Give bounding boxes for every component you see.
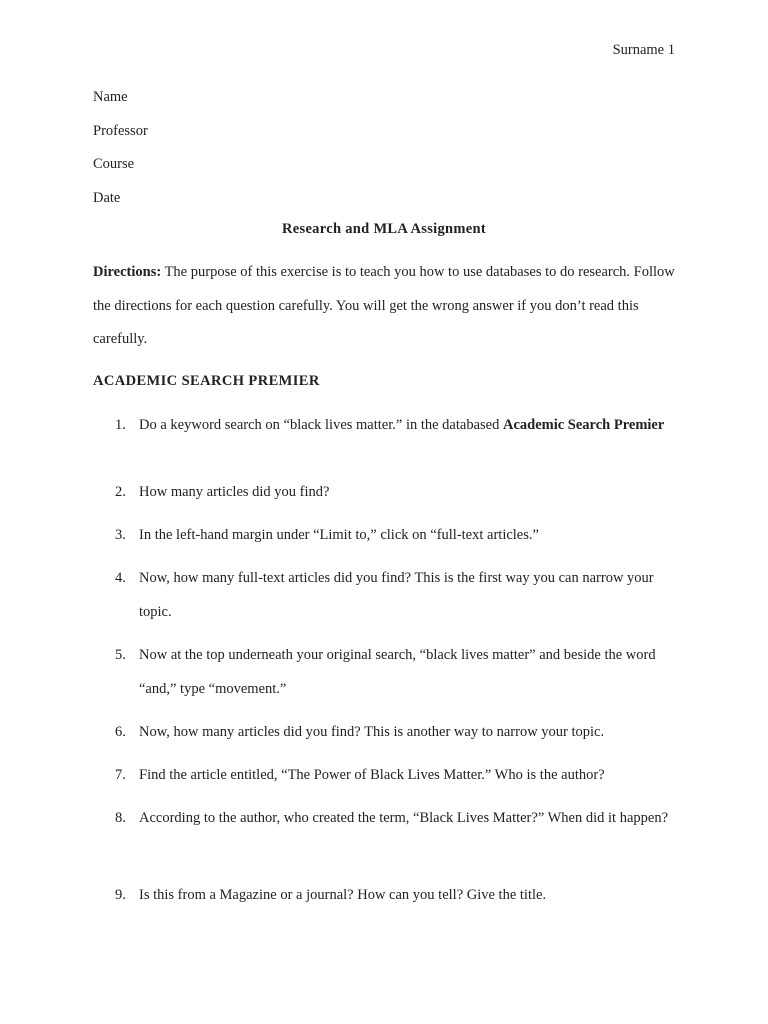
question-number: 8. bbox=[115, 810, 126, 826]
question-number: 5. bbox=[115, 647, 126, 663]
heading-professor: Professor bbox=[93, 122, 148, 139]
question-text: Do a keyword search on “black lives matter.” in the databased Academic Search Premier bbox=[139, 417, 665, 433]
section-heading: ACADEMIC SEARCH PREMIER bbox=[93, 373, 320, 389]
heading-course: Course bbox=[93, 156, 135, 172]
question-text: In the left-hand margin under “Limit to,” click on “full-text articles.” bbox=[139, 527, 539, 543]
database-name: Academic Search Premier bbox=[502, 417, 665, 433]
question-number: 9. bbox=[115, 887, 126, 903]
question-text: Find the article entitled, “The Power of Black Lives Matter.” Who is the author? bbox=[139, 767, 605, 783]
question-number: 3. bbox=[115, 527, 126, 543]
question-number: 7. bbox=[115, 767, 126, 783]
question-text: Now, how many full-text articles did you find? This is the first way you can narrow your topic. bbox=[139, 570, 654, 620]
question-number: 1. bbox=[115, 417, 126, 433]
question-number: 2. bbox=[115, 484, 126, 500]
mla-heading bbox=[93, 87, 148, 221]
question-number: 6. bbox=[115, 724, 126, 740]
heading-name: Name bbox=[93, 89, 128, 105]
question-text: How many articles did you find? bbox=[139, 484, 330, 500]
question-text: Now, how many articles did you find? This is another way to narrow your topic. bbox=[139, 724, 605, 740]
directions-paragraph bbox=[93, 256, 683, 357]
directions-label: Directions: bbox=[93, 264, 162, 280]
question-number: 4. bbox=[115, 570, 126, 586]
running-head: Surname 1 bbox=[612, 42, 675, 58]
directions-text: The purpose of this exercise is to teach you how to use databases to do research. Follow the directions for each question carefully. You will get the wrong answer if you don’t read this carefully. bbox=[93, 264, 675, 347]
question-text: According to the author, who created the term, “Black Lives Matter?” When did it happen? bbox=[139, 810, 669, 826]
question-text: Is this from a Magazine or a journal? How can you tell? Give the title. bbox=[139, 887, 547, 903]
document-title: Research and MLA Assignment bbox=[282, 221, 486, 237]
heading-date: Date bbox=[93, 189, 121, 206]
question-text: Now at the top underneath your original search, “black lives matter” and beside the word “and,” type “movement.” bbox=[139, 647, 656, 697]
